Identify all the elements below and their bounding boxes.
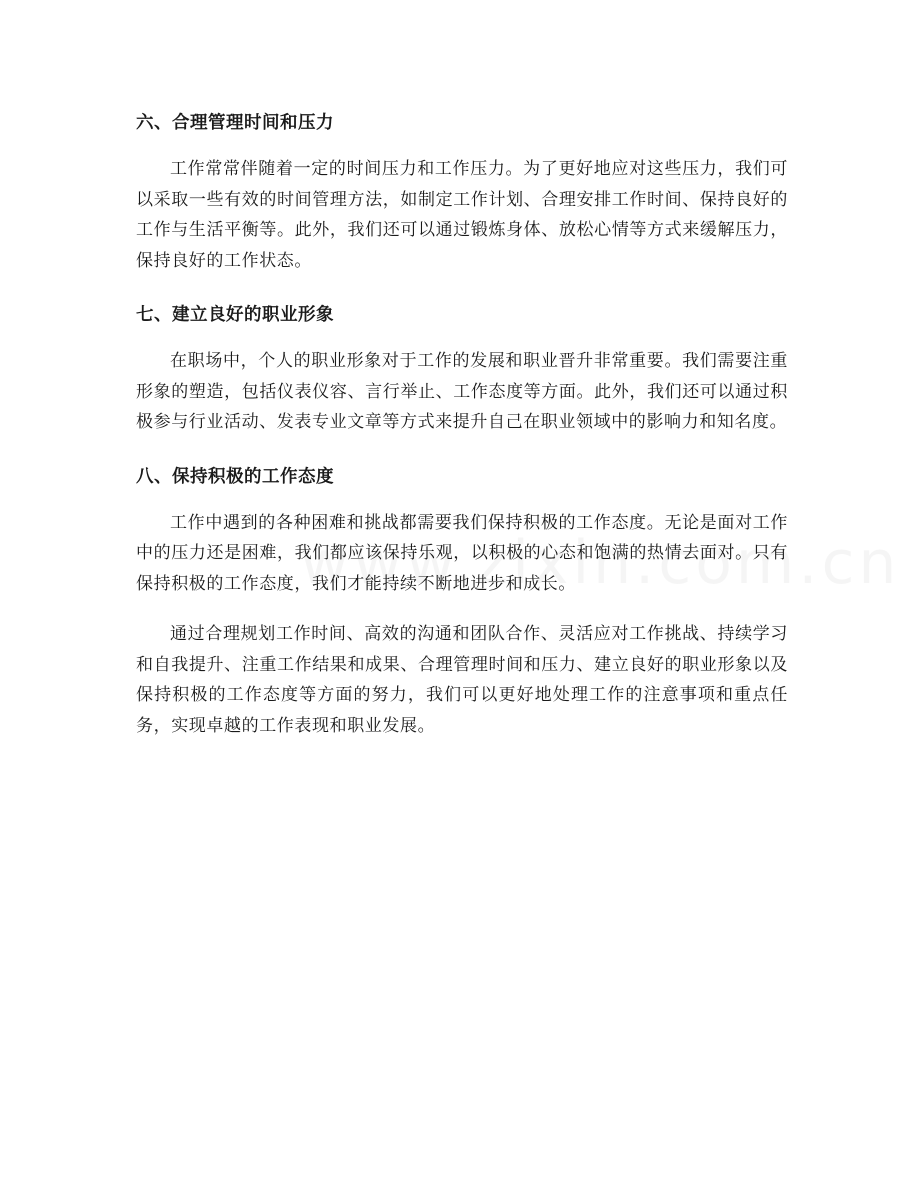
document-body [136,104,788,761]
section-7 [136,296,788,438]
section-heading: 六、合理管理时间和压力 [136,113,334,133]
section-6 [136,104,788,276]
section-paragraph: 在职场中，个人的职业形象对于工作的发展和职业晋升非常重要。我们需要注重形象的塑造，包括仪表仪容、言行举止、工作态度等方面。此外，我们还可以通过积极参与行业活动、发表专业文章等方式来提升自己在职业领域中的影响力和知名度。 [136,351,788,432]
section-heading: 七、建立良好的职业形象 [136,305,334,325]
section-paragraph: 工作常常伴随着一定的时间压力和工作压力。为了更好地应对这些压力，我们可以采取一些有效的时间管理方法，如制定工作计划、合理安排工作时间、保持良好的工作与生活平衡等。此外，我们还可以通过锻炼身体、放松心情等方式来缓解压力，保持良好的工作状态。 [136,159,788,271]
section-paragraph: 工作中遇到的各种困难和挑战都需要我们保持积极的工作态度。无论是面对工作中的压力还是困难，我们都应该保持乐观，以积极的心态和饱满的热情去面对。只有保持积极的工作态度，我们才能持续不断地进步和成长。 [136,512,788,594]
section-8 [136,458,788,600]
conclusion-paragraph: 通过合理规划工作时间、高效的沟通和团队合作、灵活应对工作挑战、持续学习和自我提升、注重工作结果和成果、合理管理时间和压力、建立良好的职业形象以及保持积极的工作态度等方面的努力，我们可以更好地处理工作的注意事项和重点任务，实现卓越的工作表现和职业发展。 [136,624,788,736]
section-heading: 八、保持积极的工作态度 [136,466,334,487]
